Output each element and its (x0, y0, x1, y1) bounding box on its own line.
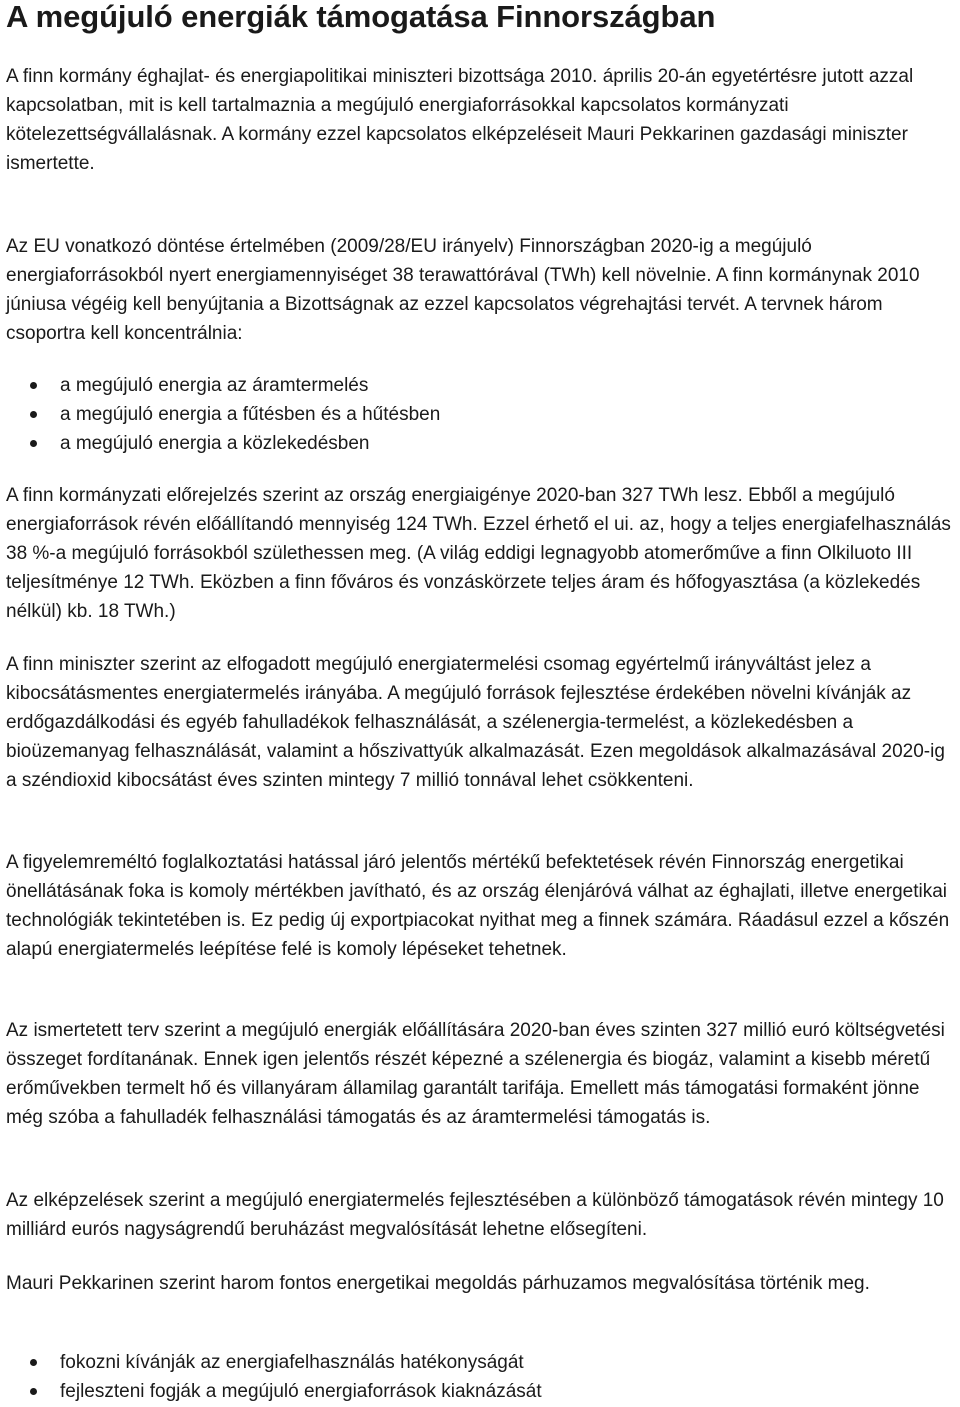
paragraph-solutions: Mauri Pekkarinen szerint harom fontos energetikai megoldás párhuzamos megvalósítása történik meg. (6, 1273, 870, 1294)
bullet-icon (30, 382, 37, 389)
paragraph-package: A finn miniszter szerint az elfogadott megújuló energiatermelési csomag egyértelmű irányváltást jelez a kibocsátásmentes energiatermelés irányába. A megújuló források fejlesztése érdekében növelni kívánják az erdőgazdálkodási és egyéb fahulladékok felhasználását, a szélenergia-termelést, a közlekedésben a bioüzemanyag felhasználását, valamint a hőszivattyúk alkalmazását. Ezen megoldások alkalmazásával 2020-ig a széndioxid kibocsátást éves szinten mintegy 7 millió tonnával lehet csökkenteni. (6, 654, 945, 791)
list-item-text: fokozni kívánják az energiafelhasználás hatékonyságát (60, 1352, 524, 1373)
focus-groups-list (6, 371, 440, 458)
list-item-text: a megújuló energia a közlekedésben (60, 433, 370, 454)
measures-list (6, 1348, 542, 1406)
page-title: A megújuló energiák támogatása Finnországban (6, 0, 716, 34)
paragraph-intro: A finn kormány éghajlat- és energiapolitikai miniszteri bizottsága 2010. április 20-án egyetértésre jutott azzal kapcsolatban, mit is kell tartalmaznia a megújuló energiaforrásokkal kapcsolatos kormányzati kötelezettségvállalásnak. A kormány ezzel kapcsolatos elképzeléseit Mauri Pekkarinen gazdasági miniszter ismertette. (6, 66, 914, 174)
list-item-text: a megújuló energia az áramtermelés (60, 375, 369, 396)
bullet-icon (30, 440, 37, 447)
list-item (6, 400, 440, 429)
list-item (6, 1377, 542, 1406)
bullet-icon (30, 1388, 37, 1395)
list-item (6, 429, 440, 458)
paragraph-support: Az elképzelések szerint a megújuló energiatermelés fejlesztésében a különböző támogatások révén mintegy 10 milliárd eurós nagyságrendű beruházást megvalósítását lehetne elősegíteni. (6, 1190, 944, 1240)
bullet-icon (30, 411, 37, 418)
bullet-icon (30, 1359, 37, 1366)
paragraph-forecast: A finn kormányzati előrejelzés szerint az ország energiaigénye 2020-ban 327 TWh lesz. Ebből a megújuló energiaforrások révén előállítandó mennyiség 124 TWh. Ezzel érhető el ui. az, hogy a teljes energiafelhasználás 38 %-a megújuló forrásokból születhessen meg. (A világ eddigi legnagyobb atomerőműve a finn Olkiluoto III teljesítménye 12 TWh. Eközben a finn főváros és vonzáskörzete teljes áram és hőfogyasztása (a közlekedés nélkül) kb. 18 TWh.) (6, 485, 951, 622)
paragraph-eu-directive: Az EU vonatkozó döntése értelmében (2009/28/EU irányelv) Finnországban 2020-ig a megújuló energiaforrásokból nyert energiamennyiséget 38 terawattórával (TWh) kell növelnie. A finn kormánynak 2010 júniusa végéig kell benyújtania a Bizottságnak az ezzel kapcsolatos végrehajtási tervét. A tervnek három csoportra kell koncentrálnia: (6, 236, 920, 344)
list-item-text: fejleszteni fogják a megújuló energiaforrások kiaknázását (60, 1381, 542, 1402)
paragraph-investments: A figyelemreméltó foglalkoztatási hatással járó jelentős mértékű befektetések révén Finnország energetikai önellátásának foka is komoly mértékben javítható, és az ország élenjáróvá válhat az éghajlati, illetve energetikai technológiák tekintetében is. Ez pedig új exportpiacokat nyithat meg a finnek számára. Ráadásul ezzel a kőszén alapú energiatermelés leépítése felé is komoly lépéseket tehetnek. (6, 852, 950, 960)
list-item (6, 1348, 542, 1377)
paragraph-budget: Az ismertetett terv szerint a megújuló energiák előállítására 2020-ban éves szinten 327 millió euró költségvetési összeget fordítanának. Ennek igen jelentős részét képezné a szélenergia és biogáz, valamint a kisebb méretű erőművekben termelt hő és villanyáram államilag garantált tarifája. Emellett más támogatási formaként jönne még szóba a fahulladék felhasználási támogatás és az áramtermelési támogatás is. (6, 1020, 945, 1128)
list-item (6, 371, 440, 400)
list-item-text: a megújuló energia a fűtésben és a hűtésben (60, 404, 441, 425)
